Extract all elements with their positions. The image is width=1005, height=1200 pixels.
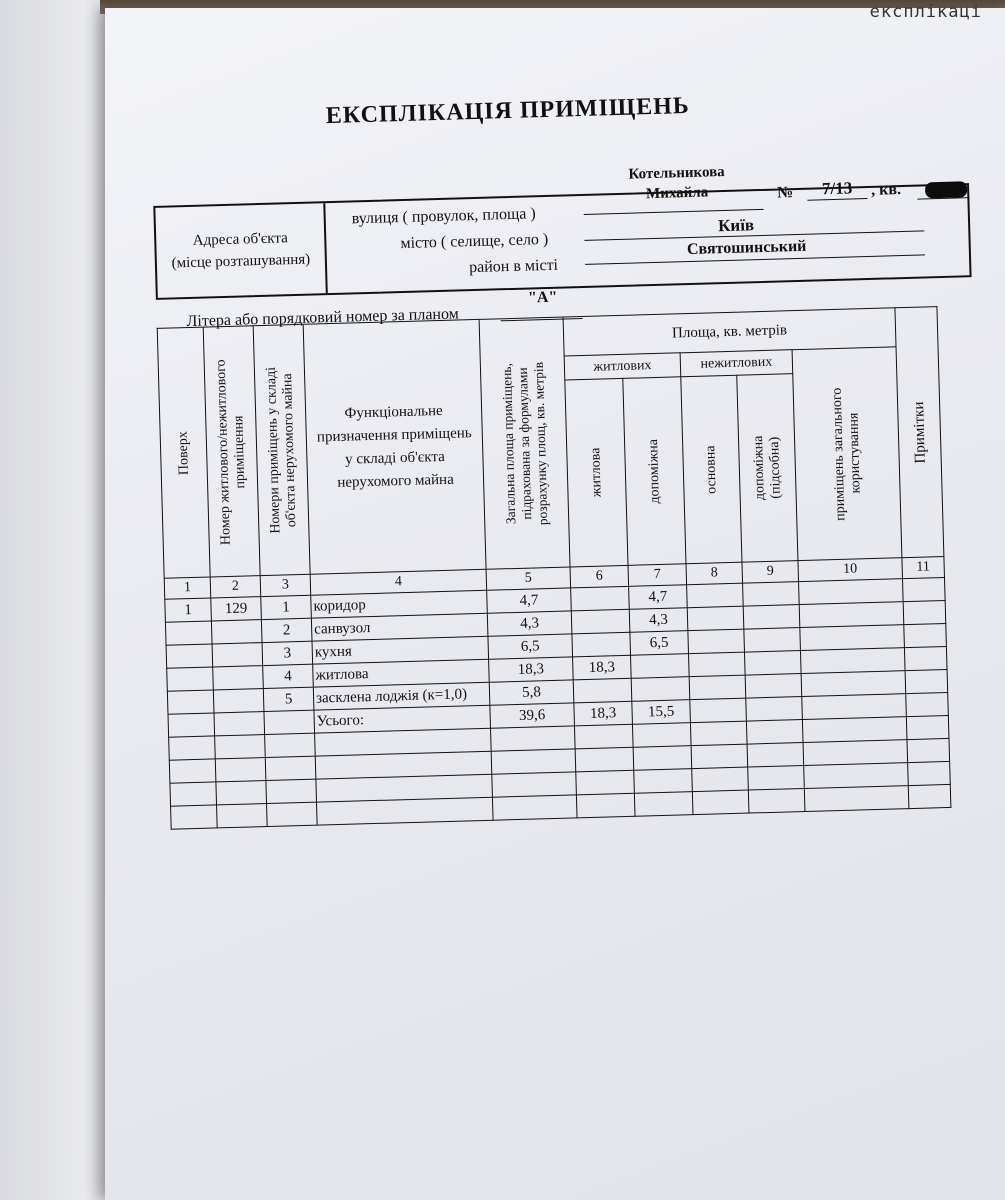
cell-room: 3 <box>262 641 313 665</box>
header-auxiliary: допоміжна <box>623 377 686 565</box>
cell-floor <box>166 644 213 668</box>
header-area-group: Площа, кв. метрів <box>563 308 896 356</box>
litera-value: "А" <box>527 288 558 307</box>
cell-function: санвузол <box>311 613 488 641</box>
apartment-label: , кв. <box>870 181 902 199</box>
number-value: 7/13 <box>821 178 853 199</box>
cell-function: коридор <box>311 590 488 618</box>
header-notes: Примітки <box>895 307 944 558</box>
cell-unit <box>212 643 263 667</box>
city-value: Київ <box>717 215 755 236</box>
cell-living: 18,3 <box>573 655 632 680</box>
document-title: ЕКСПЛІКАЦІЯ ПРИМІЩЕНЬ <box>325 92 691 130</box>
header-common-use: приміщень загального користування <box>792 347 902 561</box>
column-number: 9 <box>742 561 799 584</box>
redacted-apartment <box>925 181 967 198</box>
column-number: 4 <box>310 569 487 595</box>
cell-aux: 15,5 <box>632 700 691 725</box>
cell-unit <box>214 712 265 736</box>
litera-label: Літера або порядковий номер за планом <box>186 305 460 331</box>
cell-total: 6,5 <box>488 634 573 659</box>
cell-floor <box>168 713 215 737</box>
cell-room: 4 <box>263 664 314 688</box>
header-auxiliary-utility: допоміжна (підсобна) <box>737 374 798 562</box>
cell-total: 18,3 <box>489 657 574 682</box>
cell-function: кухня <box>312 636 489 664</box>
cell-aux: 4,3 <box>629 608 688 633</box>
cell-total: 5,8 <box>489 680 574 705</box>
explication-sheet <box>150 65 990 828</box>
column-number: 10 <box>798 558 903 582</box>
header-room-numbers: Номери приміщень у складі об'єкта нерухомого майна <box>253 324 310 575</box>
header-living: житлова <box>565 379 628 567</box>
column-number: 7 <box>628 564 687 587</box>
address-box <box>153 163 971 300</box>
cell-living <box>573 678 632 703</box>
cell-function: житлова <box>313 659 490 687</box>
header-residential: житлових <box>564 353 681 381</box>
header-nonresidential: нежитлових <box>680 350 793 377</box>
cell-living: 18,3 <box>574 701 633 726</box>
cell-room: 5 <box>263 687 314 711</box>
cell-room: 2 <box>261 618 312 642</box>
cell-total: 39,6 <box>490 703 575 728</box>
district-label: район в місті <box>468 256 559 277</box>
cell-floor: 1 <box>165 598 212 622</box>
city-label: місто ( селище, село ) <box>400 230 549 253</box>
column-number: 6 <box>570 565 629 588</box>
cell-floor <box>167 667 214 691</box>
cell-aux <box>631 654 690 679</box>
street-value-line1: Котельникова <box>628 163 725 183</box>
header-total-area: Загальна площа приміщень, підрахована за формулами розрахунку площ, кв. метрів <box>479 317 570 569</box>
column-number: 8 <box>686 562 743 585</box>
cell-unit <box>213 689 264 713</box>
cell-floor <box>167 690 214 714</box>
header-function: Функціональне призначення приміщень у складі об'єкта нерухомого майна <box>303 319 486 574</box>
header-unit-number: Номер житлового/нежитлового приміщення <box>203 326 260 577</box>
district-value: Святошинський <box>686 237 807 259</box>
cell-floor <box>165 621 212 645</box>
cell-unit <box>211 620 262 644</box>
column-number: 11 <box>902 557 945 579</box>
cell-unit <box>213 666 264 690</box>
column-number: 2 <box>210 576 261 598</box>
cell-room <box>264 710 315 734</box>
explication-table <box>157 306 952 830</box>
apartment-underline <box>917 197 969 199</box>
address-label-line2: (місце розташування) <box>171 251 311 272</box>
cell-aux: 6,5 <box>630 631 689 656</box>
cell-aux <box>631 677 690 702</box>
number-label: № <box>776 184 794 202</box>
cell-aux: 4,7 <box>629 585 688 610</box>
column-number: 1 <box>164 577 211 599</box>
column-number: 3 <box>260 574 311 596</box>
column-number: 5 <box>486 567 571 590</box>
cell-living <box>571 586 630 611</box>
street-label: вулиця ( провулок, площа ) <box>351 205 536 228</box>
cell-function: Усього: <box>314 705 491 733</box>
cell-unit: 129 <box>211 597 262 621</box>
cell-function: засклена лоджія (к=1,0) <box>313 682 490 710</box>
cell-total: 4,3 <box>487 611 572 636</box>
cell-total: 4,7 <box>487 588 572 613</box>
corner-heading-fragment: експлікаці <box>869 2 982 22</box>
street-value-line2: Михайла <box>645 184 709 203</box>
address-label-cell <box>155 203 327 298</box>
header-floor: Поверх <box>157 327 210 578</box>
street-underline <box>584 209 764 215</box>
address-label-line1: Адреса об'єкта <box>192 230 288 249</box>
cell-living <box>571 609 630 634</box>
header-main: основна <box>681 376 742 564</box>
cell-room: 1 <box>261 595 312 619</box>
cell-living <box>572 632 631 657</box>
